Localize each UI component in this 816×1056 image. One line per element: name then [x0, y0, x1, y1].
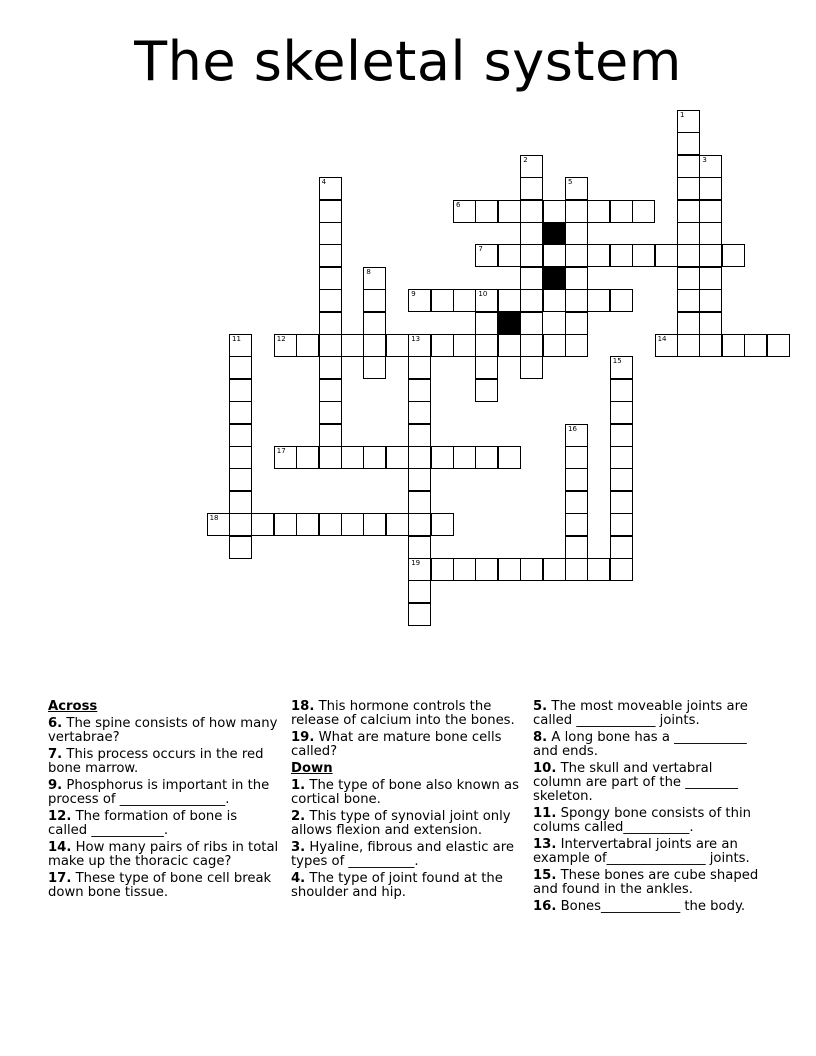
grid-cell[interactable]	[565, 424, 588, 447]
grid-cell[interactable]	[699, 177, 722, 200]
clue-column-1	[48, 700, 280, 903]
clue-down	[291, 841, 523, 869]
grid-cell[interactable]	[520, 200, 543, 223]
grid-cell[interactable]	[408, 491, 431, 514]
grid-cell[interactable]	[408, 401, 431, 424]
clue-across	[48, 748, 280, 776]
clue-number: 18.	[291, 699, 315, 714]
grid-cell[interactable]	[319, 200, 342, 223]
grid-cell[interactable]	[543, 334, 566, 357]
clue-across	[291, 700, 523, 728]
clue-across	[48, 841, 280, 869]
grid-cell[interactable]	[475, 558, 498, 581]
grid-cell[interactable]	[229, 379, 252, 402]
grid-cell[interactable]	[587, 289, 610, 312]
grid-cell[interactable]	[251, 513, 274, 536]
grid-cell[interactable]	[431, 289, 454, 312]
clue-number: 12.	[48, 809, 72, 824]
grid-cell[interactable]	[229, 536, 252, 559]
grid-cell[interactable]	[610, 468, 633, 491]
cell-number: 8	[366, 267, 371, 276]
grid-cell[interactable]	[565, 177, 588, 200]
cell-number: 3	[702, 155, 707, 164]
grid-cell[interactable]	[520, 289, 543, 312]
clue-text: How many pairs of ribs in total make up the thoracic cage?	[48, 840, 279, 869]
grid-cell[interactable]	[229, 356, 252, 379]
grid-cell[interactable]	[319, 513, 342, 536]
cell-number: 7	[478, 245, 483, 254]
clue-down	[291, 779, 523, 807]
grid-cell[interactable]	[677, 289, 700, 312]
grid-cell[interactable]	[610, 356, 633, 379]
grid-cell[interactable]	[655, 244, 678, 267]
cell-number: 12	[276, 335, 286, 343]
grid-cell[interactable]	[207, 513, 230, 536]
clue-down	[533, 762, 765, 804]
clue-number: 5.	[533, 699, 548, 714]
grid-cell[interactable]	[520, 222, 543, 245]
grid-cell[interactable]	[408, 379, 431, 402]
grid-cell[interactable]	[677, 244, 700, 267]
page-title: The skeletal system	[134, 30, 682, 93]
grid-cell[interactable]	[520, 356, 543, 379]
grid-cell[interactable]	[319, 222, 342, 245]
grid-cell[interactable]	[565, 312, 588, 335]
grid-cell[interactable]	[363, 334, 386, 357]
grid-cell[interactable]	[229, 446, 252, 469]
clue-number: 14.	[48, 840, 72, 855]
grid-cell[interactable]	[610, 379, 633, 402]
grid-cell[interactable]	[543, 200, 566, 223]
grid-cell[interactable]	[341, 446, 364, 469]
grid-cell[interactable]	[319, 379, 342, 402]
grid-cell[interactable]	[565, 468, 588, 491]
grid-cell[interactable]	[520, 155, 543, 178]
grid-cell[interactable]	[610, 513, 633, 536]
grid-cell[interactable]	[386, 334, 409, 357]
clue-text: Spongy bone consists of thin colums called__________.	[533, 806, 751, 835]
clue-number: 16.	[533, 899, 557, 914]
grid-cell[interactable]	[699, 334, 722, 357]
clue-down	[533, 807, 765, 835]
grid-cell[interactable]	[699, 289, 722, 312]
grid-cell[interactable]	[475, 244, 498, 267]
grid-cell[interactable]	[543, 558, 566, 581]
heading-across: Across	[48, 699, 98, 714]
grid-cell[interactable]	[408, 513, 431, 536]
clue-text: This hormone controls the release of calcium into the bones.	[291, 699, 515, 728]
clue-down	[533, 869, 765, 897]
clue-number: 19.	[291, 730, 315, 745]
grid-cell[interactable]	[498, 244, 521, 267]
grid-cell[interactable]	[498, 289, 521, 312]
clue-number: 4.	[291, 871, 306, 886]
grid-cell[interactable]	[498, 200, 521, 223]
grid-cell[interactable]	[453, 200, 476, 223]
cell-number: 19	[411, 559, 421, 567]
grid-cell[interactable]	[632, 200, 655, 223]
grid-cell[interactable]	[699, 155, 722, 178]
grid-cell[interactable]	[319, 401, 342, 424]
grid-cell[interactable]	[677, 132, 700, 155]
black-cell	[498, 312, 521, 335]
grid-cell[interactable]	[408, 289, 431, 312]
grid-cell[interactable]	[296, 513, 319, 536]
grid-cell[interactable]	[319, 334, 342, 357]
clue-number: 9.	[48, 778, 63, 793]
grid-cell[interactable]	[274, 513, 297, 536]
cell-number: 17	[276, 447, 286, 455]
grid-cell[interactable]	[319, 177, 342, 200]
grid-cell[interactable]	[677, 267, 700, 290]
grid-cell[interactable]	[587, 244, 610, 267]
grid-cell[interactable]	[319, 244, 342, 267]
grid-cell[interactable]	[610, 536, 633, 559]
grid-cell[interactable]	[475, 379, 498, 402]
grid-cell[interactable]	[498, 334, 521, 357]
grid-cell[interactable]	[363, 289, 386, 312]
grid-cell[interactable]	[229, 401, 252, 424]
grid-cell[interactable]	[363, 446, 386, 469]
grid-cell[interactable]	[408, 603, 431, 626]
cell-number: 15	[612, 357, 622, 366]
grid-cell[interactable]	[699, 222, 722, 245]
clue-text: Intervertabral joints are an example of_______________ joints.	[533, 837, 750, 866]
grid-cell[interactable]	[520, 177, 543, 200]
black-cell	[543, 222, 566, 245]
grid-cell[interactable]	[520, 312, 543, 335]
grid-cell[interactable]	[543, 289, 566, 312]
grid-cell[interactable]	[610, 200, 633, 223]
grid-cell[interactable]	[565, 200, 588, 223]
grid-cell[interactable]	[699, 267, 722, 290]
grid-cell[interactable]	[677, 312, 700, 335]
grid-cell[interactable]	[520, 267, 543, 290]
clue-number: 15.	[533, 868, 557, 883]
grid-cell[interactable]	[655, 334, 678, 357]
clue-number: 1.	[291, 778, 306, 793]
grid-cell[interactable]	[498, 446, 521, 469]
grid-cell[interactable]	[632, 244, 655, 267]
grid-cell[interactable]	[677, 222, 700, 245]
grid-cell[interactable]	[699, 312, 722, 335]
grid-cell[interactable]	[453, 558, 476, 581]
cell-number: 1	[680, 111, 685, 119]
clue-text: The formation of bone is called ___________.	[48, 809, 238, 838]
clue-text: These bones are cube shaped and found in the ankles.	[533, 868, 759, 897]
grid-cell[interactable]	[319, 289, 342, 312]
clue-text: These type of bone cell break down bone tissue.	[48, 871, 272, 900]
clue-number: 7.	[48, 747, 63, 762]
clue-text: What are mature bone cells called?	[291, 730, 502, 759]
grid-cell[interactable]	[408, 536, 431, 559]
cell-number: 16	[568, 424, 577, 433]
grid-cell[interactable]	[229, 424, 252, 447]
grid-cell[interactable]	[431, 558, 454, 581]
clue-text: Phosphorus is important in the process of ________________.	[48, 778, 270, 807]
grid-cell[interactable]	[229, 334, 252, 357]
grid-cell[interactable]	[699, 244, 722, 267]
grid-cell[interactable]	[767, 334, 790, 357]
grid-cell[interactable]	[475, 334, 498, 357]
clue-text: Hyaline, fibrous and elastic are types of __________.	[291, 840, 515, 869]
clue-across	[48, 779, 280, 807]
grid-cell[interactable]	[722, 334, 745, 357]
grid-cell[interactable]	[319, 356, 342, 379]
grid-cell[interactable]	[677, 155, 700, 178]
grid-cell[interactable]	[565, 334, 588, 357]
grid-cell[interactable]	[610, 424, 633, 447]
grid-cell[interactable]	[319, 312, 342, 335]
clue-across	[48, 872, 280, 900]
grid-cell[interactable]	[498, 558, 521, 581]
clue-across	[291, 731, 523, 759]
grid-cell[interactable]	[453, 289, 476, 312]
grid-cell[interactable]	[319, 424, 342, 447]
grid-cell[interactable]	[386, 513, 409, 536]
clue-text: This process occurs in the red bone marrow.	[48, 747, 264, 776]
grid-cell[interactable]	[408, 356, 431, 379]
grid-cell[interactable]	[475, 446, 498, 469]
grid-cell[interactable]	[386, 446, 409, 469]
clue-down	[291, 810, 523, 838]
grid-cell[interactable]	[587, 200, 610, 223]
clue-number: 6.	[48, 716, 63, 731]
grid-cell[interactable]	[274, 446, 297, 469]
clue-text: The skull and vertabral column are part of the ________ skeleton.	[533, 761, 738, 804]
grid-cell[interactable]	[610, 446, 633, 469]
grid-cell[interactable]	[274, 334, 297, 357]
grid-cell[interactable]	[296, 334, 319, 357]
grid-cell[interactable]	[229, 468, 252, 491]
clue-number: 11.	[533, 806, 557, 821]
grid-cell[interactable]	[565, 222, 588, 245]
grid-cell[interactable]	[453, 446, 476, 469]
grid-cell[interactable]	[475, 356, 498, 379]
clue-text: A long bone has a ___________ and ends.	[533, 730, 747, 759]
grid-cell[interactable]	[610, 491, 633, 514]
grid-cell[interactable]	[363, 267, 386, 290]
heading-down: Down	[291, 761, 333, 776]
grid-cell[interactable]	[319, 446, 342, 469]
grid-cell[interactable]	[453, 334, 476, 357]
grid-cell[interactable]	[408, 580, 431, 603]
cell-number: 13	[411, 335, 421, 343]
cell-number: 5	[568, 178, 573, 187]
cell-number: 10	[478, 290, 488, 299]
grid-cell[interactable]	[744, 334, 767, 357]
cell-number: 14	[657, 335, 667, 343]
clue-text: This type of synovial joint only allows flexion and extension.	[291, 809, 511, 838]
grid-cell[interactable]	[610, 244, 633, 267]
grid-cell[interactable]	[587, 558, 610, 581]
grid-cell[interactable]	[565, 491, 588, 514]
grid-cell[interactable]	[677, 334, 700, 357]
clue-number: 8.	[533, 730, 548, 745]
grid-cell[interactable]	[565, 513, 588, 536]
black-cell	[543, 267, 566, 290]
grid-cell[interactable]	[565, 446, 588, 469]
grid-cell[interactable]	[475, 200, 498, 223]
cell-number: 9	[411, 290, 416, 299]
grid-cell[interactable]	[431, 446, 454, 469]
clue-number: 17.	[48, 871, 72, 886]
grid-cell[interactable]	[565, 558, 588, 581]
clue-text: The spine consists of how many vertabrae?	[48, 716, 278, 745]
grid-cell[interactable]	[229, 491, 252, 514]
clue-column-2	[291, 700, 523, 903]
grid-cell[interactable]	[319, 267, 342, 290]
grid-cell[interactable]	[296, 446, 319, 469]
grid-cell[interactable]	[229, 513, 252, 536]
grid-cell[interactable]	[610, 558, 633, 581]
grid-cell[interactable]	[565, 289, 588, 312]
clue-number: 10.	[533, 761, 557, 776]
grid-cell[interactable]	[363, 356, 386, 379]
grid-cell[interactable]	[341, 513, 364, 536]
grid-cell[interactable]	[475, 289, 498, 312]
grid-cell[interactable]	[408, 558, 431, 581]
grid-cell[interactable]	[610, 401, 633, 424]
grid-cell[interactable]	[677, 177, 700, 200]
grid-cell[interactable]	[699, 200, 722, 223]
grid-cell[interactable]	[408, 424, 431, 447]
cell-number: 6	[456, 200, 461, 209]
grid-cell[interactable]	[520, 334, 543, 357]
clue-text: The most moveable joints are called ____________ joints.	[533, 699, 748, 728]
cell-number: 18	[209, 514, 219, 523]
grid-cell[interactable]	[520, 558, 543, 581]
cell-number: 4	[321, 178, 327, 187]
grid-cell[interactable]	[408, 446, 431, 469]
clue-down	[533, 900, 765, 914]
clue-across	[48, 717, 280, 745]
clue-number: 3.	[291, 840, 306, 855]
grid-cell[interactable]	[431, 513, 454, 536]
grid-cell[interactable]	[520, 244, 543, 267]
grid-cell[interactable]	[565, 244, 588, 267]
grid-cell[interactable]	[677, 110, 700, 133]
clue-number: 13.	[533, 837, 557, 852]
grid-cell[interactable]	[610, 289, 633, 312]
clue-down	[533, 731, 765, 759]
clue-text: The type of joint found at the shoulder and hip.	[291, 871, 503, 900]
grid-cell[interactable]	[565, 536, 588, 559]
grid-cell[interactable]	[565, 267, 588, 290]
grid-cell[interactable]	[475, 312, 498, 335]
grid-cell[interactable]	[408, 334, 431, 357]
clue-down	[533, 700, 765, 728]
grid-cell[interactable]	[543, 244, 566, 267]
clue-number: 2.	[291, 809, 306, 824]
clue-text: The type of bone also known as cortical bone.	[291, 778, 519, 807]
grid-cell[interactable]	[722, 244, 745, 267]
clue-text: Bones____________ the body.	[560, 899, 746, 914]
grid-cell[interactable]	[341, 334, 364, 357]
grid-cell[interactable]	[408, 468, 431, 491]
cell-number: 2	[523, 155, 528, 164]
grid-cell[interactable]	[363, 312, 386, 335]
grid-cell[interactable]	[677, 200, 700, 223]
clue-across	[48, 810, 280, 838]
clue-column-3	[533, 700, 765, 917]
clue-down	[533, 838, 765, 866]
clue-down	[291, 872, 523, 900]
grid-cell[interactable]	[431, 334, 454, 357]
grid-cell[interactable]	[363, 513, 386, 536]
cell-number: 11	[232, 335, 241, 343]
